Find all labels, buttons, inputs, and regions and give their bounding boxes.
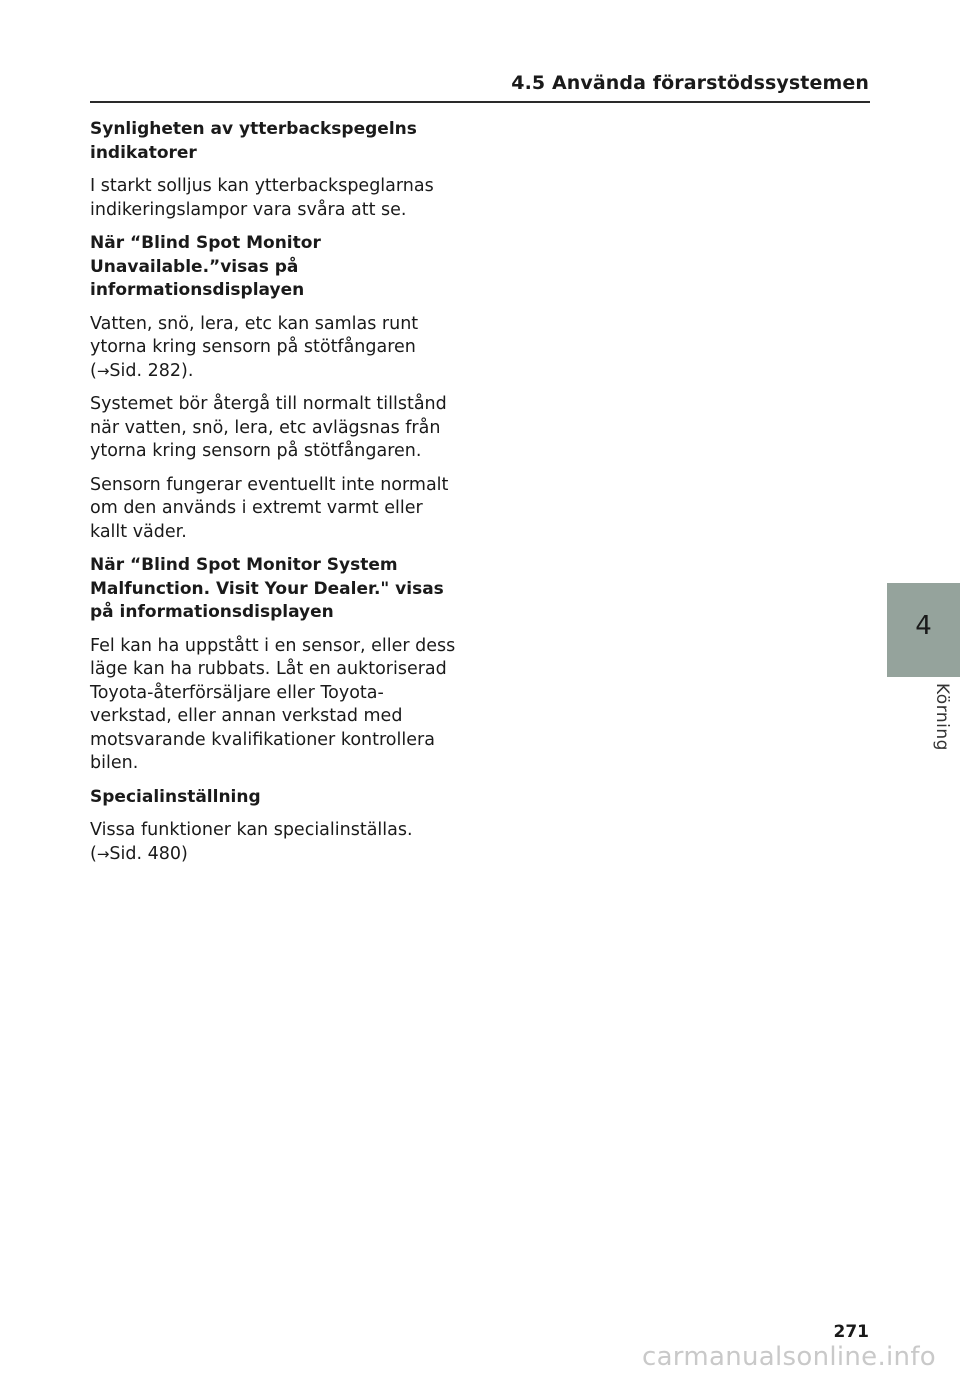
page-number: 271 <box>833 1322 869 1342</box>
heading-mirror-indicator-visibility: Synligheten av ytterbackspegelns indikatorer <box>90 119 417 163</box>
paragraph-sunlight: I starkt solljus kan ytterbackspeglarnas indikeringslampor vara svåra att se. <box>90 176 434 220</box>
section-title: 4.5 Använda förarstödssystemen <box>511 72 869 94</box>
paragraph-customization <box>90 819 462 866</box>
paragraph-malfunction: Fel kan ha uppstått i en sensor, eller dess läge kan ha rubbats. Låt en auktoriserad Toyota-återförsäljare eller Toyota-verkstad, eller annan verkstad med motsvarande kvalifikationer kontrollera bilen. <box>90 635 456 773</box>
page-reference-link[interactable]: Sid. 282). <box>109 360 194 381</box>
chapter-label: Körning <box>932 683 952 751</box>
main-content <box>90 118 462 876</box>
watermark: carmanualsonline.info <box>641 1342 936 1372</box>
paragraph-system-recovery: Systemet bör återgå till normalt tillstånd när vatten, snö, lera, etc avlägsnas från ytorna kring sensorn på stötfångaren. <box>90 394 447 461</box>
heading-customization: Specialinställning <box>90 786 261 807</box>
chapter-tab[interactable] <box>887 583 960 677</box>
page-reference-link[interactable]: Sid. 480) <box>109 843 188 864</box>
paragraph-sensor-dirt <box>90 313 462 384</box>
paragraph-sensor-dirt-text: Vatten, snö, lera, etc kan samlas runt ytorna kring sensorn på stötfångaren ( <box>90 313 419 381</box>
paragraph-customization-text: Vissa funktioner kan specialinställas. ( <box>90 820 413 864</box>
header-divider <box>90 101 870 103</box>
heading-bsm-malfunction: När “Blind Spot Monitor System Malfunction. Visit Your Dealer." visas på informationsdisplayen <box>90 555 444 622</box>
arrow-right-icon: → <box>96 844 110 863</box>
chapter-number: 4 <box>915 611 932 641</box>
paragraph-weather: Sensorn fungerar eventuellt inte normalt om den används i extremt varmt eller kallt väder. <box>90 474 449 542</box>
heading-bsm-unavailable: När “Blind Spot Monitor Unavailable.”visas på informationsdisplayen <box>90 233 321 300</box>
arrow-right-icon: → <box>96 361 110 380</box>
